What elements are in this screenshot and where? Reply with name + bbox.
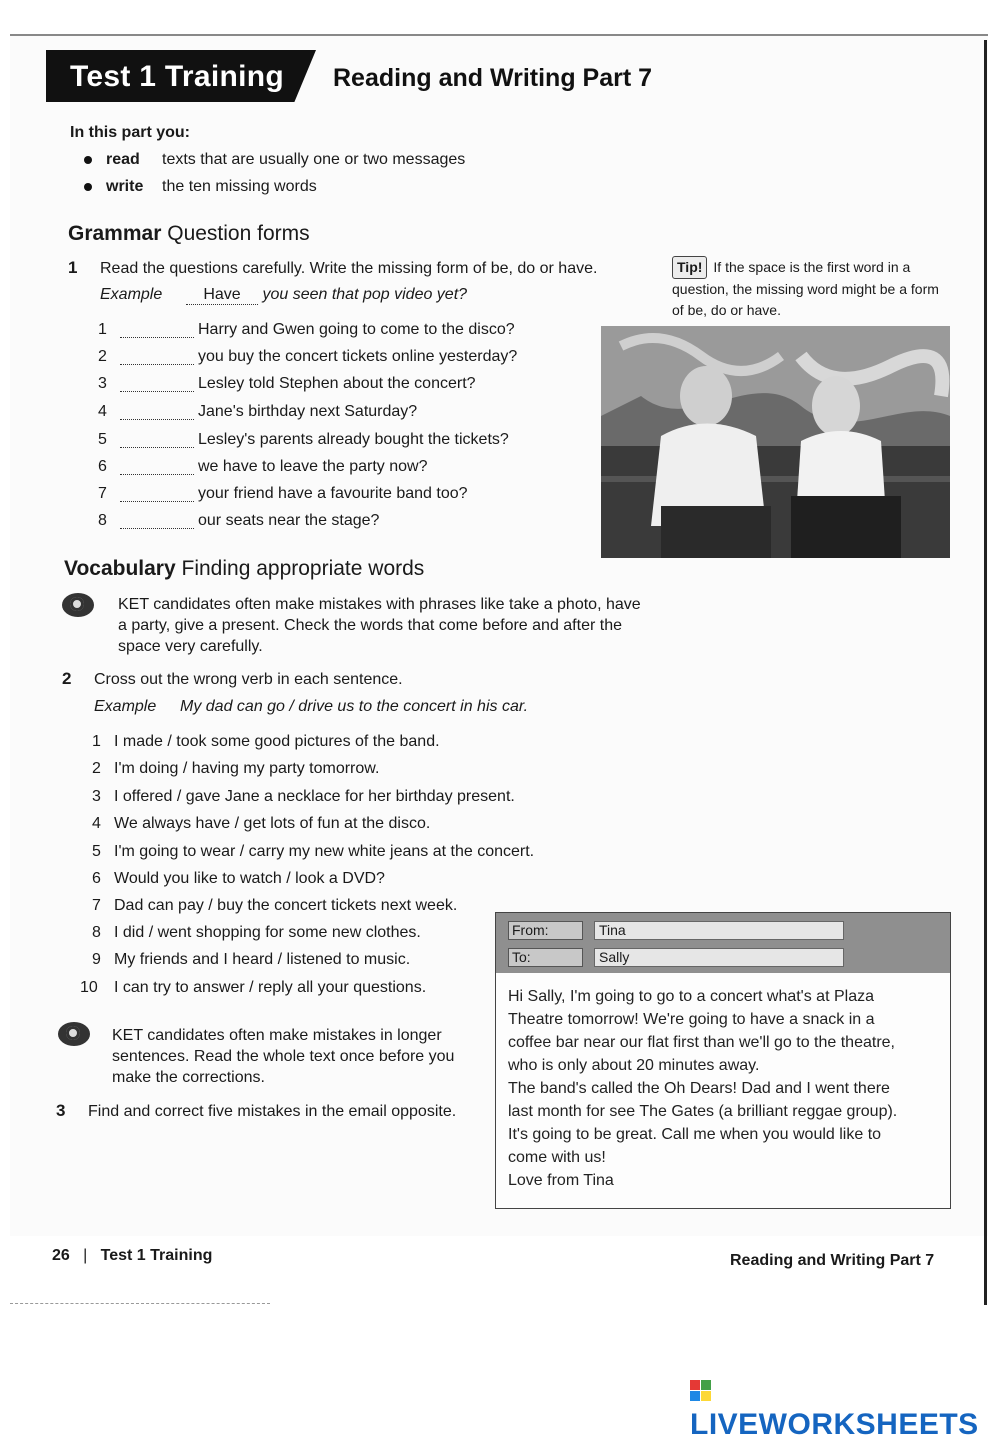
example-text: My dad can go / drive us to the concert in his car. [180, 698, 529, 715]
from-label: From: [508, 921, 583, 940]
answer-input[interactable] [120, 487, 194, 502]
intro-heading: In this part you: [70, 124, 190, 141]
tip-box [672, 256, 950, 321]
question-row: 6 we have to leave the party now? [98, 458, 428, 475]
example-label: Example [100, 286, 163, 303]
email-line: come with us! [508, 1149, 606, 1166]
footer-left: 26 | Test 1 Training [52, 1247, 213, 1264]
exercise-number: 3 [56, 1101, 66, 1120]
bullet-icon [84, 156, 92, 164]
sentence-row[interactable]: 3 I offered / gave Jane a necklace for her birthday present. [92, 788, 515, 805]
bullet-verb: read [106, 151, 140, 168]
bullet-text: the ten missing words [162, 178, 317, 195]
answer-input[interactable] [120, 514, 194, 529]
sentence-row[interactable]: 9 My friends and I heard / listened to music. [92, 951, 411, 968]
intro-bullet [84, 178, 317, 196]
email-line: last month for see The Gates (a brilliant reggae group). [508, 1103, 898, 1120]
example-label: Example [94, 698, 157, 715]
answer-input[interactable] [120, 377, 194, 392]
logo-text: LIVEWORKSHEETS [690, 1408, 979, 1441]
example-answer: Have [186, 286, 258, 305]
answer-input[interactable] [120, 323, 194, 338]
intro-bullet [84, 151, 465, 169]
question-row: 7 your friend have a favourite band too? [98, 485, 468, 502]
answer-input[interactable] [120, 433, 194, 448]
sentence-row[interactable]: 6 Would you like to watch / look a DVD? [92, 870, 385, 887]
sentence-row[interactable]: 10 I can try to answer / reply all your questions. [80, 979, 427, 996]
header-subtitle: Reading and Writing Part 7 [333, 64, 653, 92]
from-field: Tina [594, 921, 844, 940]
tip-badge: Tip! [672, 256, 707, 279]
example-row [94, 698, 528, 716]
teens-photo [601, 326, 950, 558]
email-window [495, 912, 951, 1209]
bullet-icon [84, 183, 92, 191]
exam-tip-icon [58, 1022, 90, 1046]
question-row: 5 Lesley's parents already bought the tickets? [98, 431, 509, 448]
to-label: To: [508, 948, 583, 967]
email-line: coffee bar near our flat first than we'll go to the theatre, [508, 1034, 895, 1051]
example-text: you seen that pop video yet? [262, 286, 468, 303]
bullet-text: texts that are usually one or two messages [162, 151, 466, 168]
scan-line [10, 1303, 270, 1304]
sentence-row[interactable]: 8 I did / went shopping for some new clothes. [92, 924, 421, 941]
answer-input[interactable] [120, 350, 194, 365]
question-row: 4 Jane's birthday next Saturday? [98, 403, 418, 420]
exercise3-instruction: Find and correct five mistakes in the email opposite. [88, 1103, 457, 1120]
exercise-number: 1 [68, 258, 78, 277]
answer-input[interactable] [120, 460, 194, 475]
sentence-row[interactable]: 1 I made / took some good pictures of the band. [92, 733, 440, 750]
sentence-row[interactable]: 5 I'm going to wear / carry my new white jeans at the concert. [92, 843, 535, 860]
bullet-verb: write [106, 178, 144, 195]
exam-tip-icon [62, 593, 94, 617]
question-row: 2 you buy the concert tickets online yesterday? [98, 348, 518, 365]
logo-icon [690, 1380, 712, 1402]
email-body[interactable] [508, 985, 938, 1192]
answer-input[interactable] [120, 405, 194, 420]
ket-note: KET candidates often make mistakes in longer sentences. Read the whole text once before you make the corrections. [112, 1027, 455, 1086]
grammar-instruction: Read the questions carefully. Write the missing form of be, do or have. [100, 260, 598, 277]
email-line: Hi Sally, I'm going to go to a concert what's at Plaza [508, 988, 874, 1005]
sentence-row[interactable]: 2 I'm doing / having my party tomorrow. [92, 760, 380, 777]
email-line: Theatre tomorrow! We're going to have a snack in a [508, 1011, 875, 1028]
page-number: 26 [52, 1247, 70, 1264]
question-row: 3 Lesley told Stephen about the concert? [98, 375, 476, 392]
header-title: Test 1 Training [70, 60, 284, 93]
page-edge [984, 40, 987, 1305]
ket-note: KET candidates often make mistakes with phrases like take a photo, have a party, give a present. Check the words that come before and after the space very carefully. [118, 596, 641, 655]
footer-section: Test 1 Training [100, 1247, 213, 1264]
footer-right: Reading and Writing Part 7 [730, 1252, 935, 1269]
liveworksheets-logo [690, 1374, 999, 1442]
email-line: The band's called the Oh Dears! Dad and I went there [508, 1080, 890, 1097]
exercise-number: 2 [62, 669, 72, 688]
grammar-heading: Grammar Question forms [68, 222, 310, 245]
sentence-row[interactable]: 7 Dad can pay / buy the concert tickets next week. [92, 897, 458, 914]
to-field: Sally [594, 948, 844, 967]
question-row: 8 our seats near the stage? [98, 512, 380, 529]
email-line: who is only about 20 minutes away. [508, 1057, 760, 1074]
email-line: It's going to be great. Call me when you would like to [508, 1126, 882, 1143]
email-line: Love from Tina [508, 1172, 614, 1189]
tip-text: If the space is the first word in a question, the missing word might be a form of be, do or have. [672, 259, 939, 318]
question-row: 1 Harry and Gwen going to come to the disco? [98, 321, 515, 338]
vocabulary-heading: Vocabulary Finding appropriate words [64, 557, 425, 580]
example-row [100, 286, 467, 305]
email-header [496, 913, 950, 973]
vocabulary-instruction: Cross out the wrong verb in each sentence. [94, 671, 403, 688]
sentence-row[interactable]: 4 We always have / get lots of fun at the disco. [92, 815, 431, 832]
